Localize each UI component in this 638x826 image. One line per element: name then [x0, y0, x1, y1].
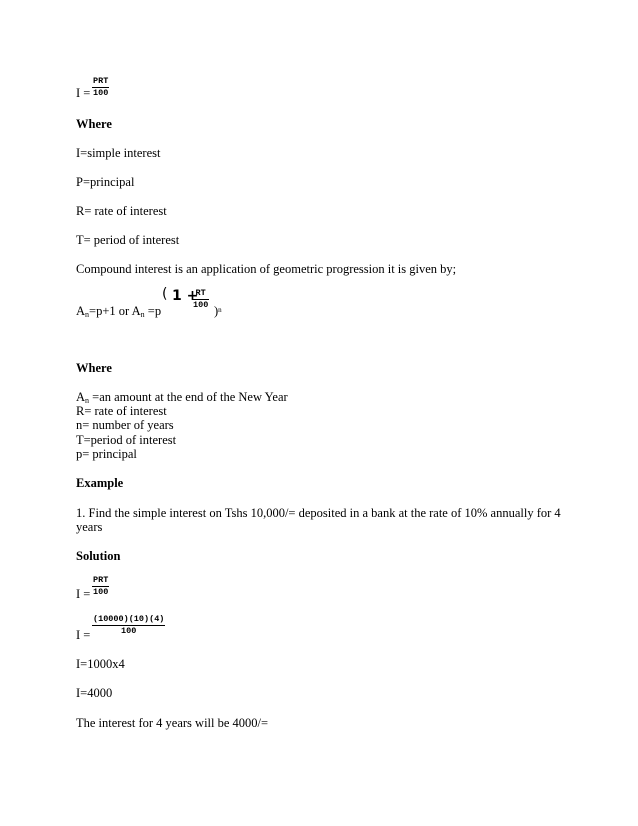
fraction	[92, 575, 109, 598]
open-paren: (	[162, 286, 168, 302]
fraction	[92, 614, 165, 637]
compound-interest-text: Compound interest is an application of geometric progression it is given by;	[76, 262, 457, 276]
fraction-denominator: 100	[93, 88, 109, 98]
fraction-denominator: 100	[92, 625, 165, 637]
subscript-n: n	[85, 310, 90, 319]
subscript-n: n	[140, 310, 145, 319]
formula-solution-1	[76, 575, 136, 601]
definition-p: P=principal	[76, 175, 135, 189]
fraction-denominator: 100	[93, 587, 109, 597]
formula-lhs: I =	[76, 86, 91, 100]
formula-lhs: I =	[76, 587, 91, 601]
step-2: I=4000	[76, 686, 113, 700]
fraction-denominator: 100	[193, 300, 209, 310]
fraction-numerator: RT	[195, 288, 206, 298]
definition-n: n= number of years	[76, 418, 174, 432]
one-plus: 1 +	[172, 288, 199, 304]
symbol-a: A	[76, 304, 86, 318]
definition-i: I=simple interest	[76, 146, 161, 160]
formula-lhs	[76, 304, 161, 319]
fraction	[192, 288, 209, 311]
example-line-2: years	[76, 520, 103, 534]
fraction-numerator: PRT	[93, 575, 109, 585]
definition-an	[76, 390, 288, 405]
close-paren-glyph: )	[214, 304, 219, 318]
exponent-n: n	[218, 306, 222, 314]
definition-p2: p= principal	[76, 447, 137, 461]
definition-r: R= rate of interest	[76, 204, 167, 218]
step-1: I=1000x4	[76, 657, 125, 671]
formula-solution-2	[76, 614, 196, 642]
where-heading-2: Where	[76, 361, 112, 375]
subscript-n: n	[85, 396, 90, 405]
formula-compound-interest	[76, 286, 276, 326]
formula-simple-interest	[76, 76, 136, 102]
definition-an-text: =an amount at the end of the New Year	[89, 390, 288, 404]
fraction-numerator: PRT	[93, 76, 109, 86]
solution-heading: Solution	[76, 549, 121, 563]
definition-t2: T=period of interest	[76, 433, 177, 447]
close-paren	[214, 304, 222, 319]
definition-t: T= period of interest	[76, 233, 180, 247]
symbol-a: A	[76, 390, 86, 404]
fraction	[92, 76, 109, 99]
example-heading: Example	[76, 476, 124, 490]
fraction-numerator: (10000)(10)(4)	[93, 614, 165, 624]
where-heading: Where	[76, 117, 112, 131]
formula-middle: =p+1 or A	[89, 304, 141, 318]
formula-lhs: I =	[76, 628, 91, 642]
conclusion: The interest for 4 years will be 4000/=	[76, 716, 269, 730]
formula-equals-p: =p	[144, 304, 162, 318]
definition-r2: R= rate of interest	[76, 404, 167, 418]
example-line-1: 1. Find the simple interest on Tshs 10,000/= deposited in a bank at the rate of 10% annually for 4	[76, 506, 561, 520]
